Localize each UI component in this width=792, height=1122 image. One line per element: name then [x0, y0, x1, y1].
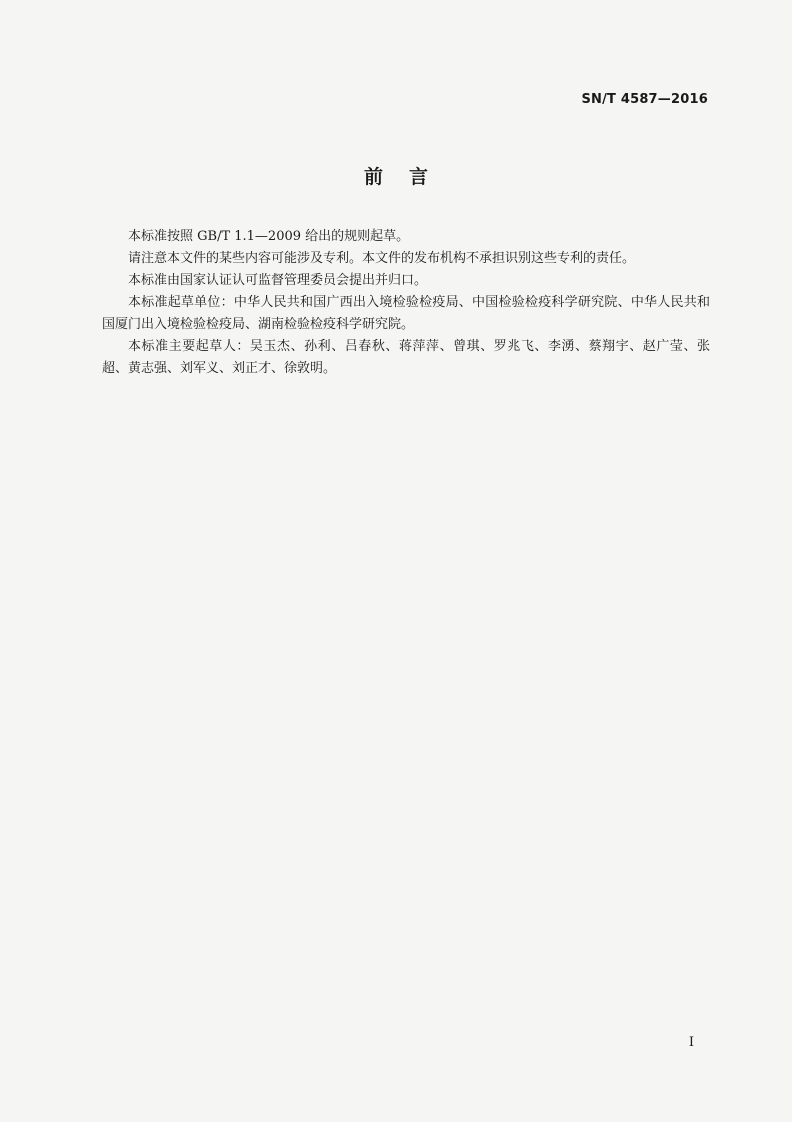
- paragraph-drafting-rules: 本标准按照 GB/T 1.1—2009 给出的规则起草。: [128, 229, 410, 244]
- paragraph-proposer: 本标准由国家认证认可监督管理委员会提出并归口。: [128, 273, 428, 288]
- standard-number: SN/T 4587—2016: [581, 92, 708, 107]
- paragraph-drafters: 本标准主要起草人：吴玉杰、孙利、吕春秋、蒋萍萍、曾琪、罗兆飞、李湧、蔡翔宇、赵广莹、张超、黄志强、刘军义、刘正才、徐敦明。: [102, 339, 710, 376]
- page-number: I: [688, 1035, 694, 1050]
- paragraph-patent-notice: 请注意本文件的某些内容可能涉及专利。本文件的发布机构不承担识别这些专利的责任。: [128, 251, 636, 266]
- page-title: 前言: [363, 166, 454, 188]
- paragraph-drafting-units: 本标准起草单位：中华人民共和国广西出入境检验检疫局、中国检验检疫科学研究院、中华人民共和国厦门出入境检验检疫局、湖南检验检疫科学研究院。: [102, 295, 710, 332]
- preface-body: [102, 226, 710, 380]
